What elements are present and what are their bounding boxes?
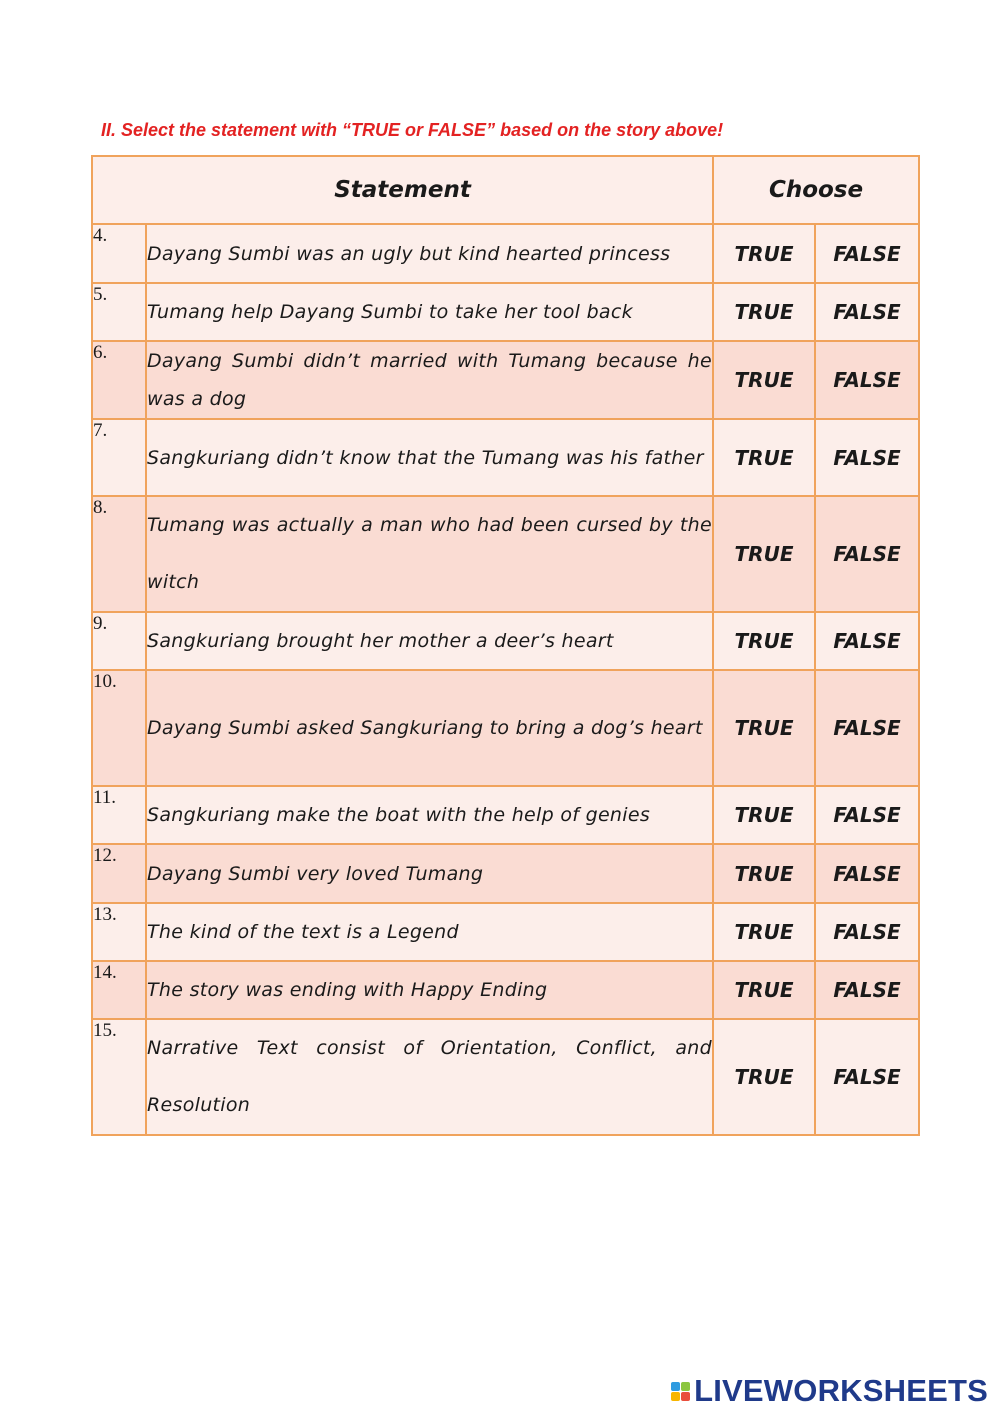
- false-option[interactable]: FALSE: [815, 341, 919, 419]
- statement-text: Sangkuriang brought her mother a deer’s heart: [146, 612, 713, 670]
- logo-square-blue: [671, 1382, 680, 1391]
- false-option[interactable]: FALSE: [815, 224, 919, 283]
- brand-text: LIVEWORKSHEETS: [694, 1373, 988, 1408]
- statement-text: The story was ending with Happy Ending: [146, 961, 713, 1019]
- false-option[interactable]: FALSE: [815, 419, 919, 496]
- table-row: [92, 961, 919, 1019]
- row-number: 9.: [92, 612, 146, 670]
- liveworksheets-logo-icon: [671, 1382, 690, 1401]
- statement-text: Sangkuriang didn’t know that the Tumang was his father: [146, 419, 713, 496]
- statement-text: The kind of the text is a Legend: [146, 903, 713, 961]
- statement-text: Tumang was actually a man who had been cursed by the witch: [146, 496, 713, 612]
- true-false-table: [91, 155, 920, 1136]
- true-option[interactable]: TRUE: [713, 224, 815, 283]
- header-choose: Choose: [713, 156, 919, 224]
- row-number: 7.: [92, 419, 146, 496]
- statement-text: Dayang Sumbi very loved Tumang: [146, 844, 713, 903]
- table-row: [92, 670, 919, 786]
- false-option[interactable]: FALSE: [815, 844, 919, 903]
- statement-text: Tumang help Dayang Sumbi to take her tool back: [146, 283, 713, 341]
- row-number: 5.: [92, 283, 146, 341]
- false-option[interactable]: FALSE: [815, 961, 919, 1019]
- logo-square-red: [681, 1392, 690, 1401]
- true-option[interactable]: TRUE: [713, 496, 815, 612]
- row-number: 15.: [92, 1019, 146, 1135]
- true-option[interactable]: TRUE: [713, 903, 815, 961]
- statement-text: Dayang Sumbi was an ugly but kind hearted princess: [146, 224, 713, 283]
- true-option[interactable]: TRUE: [713, 844, 815, 903]
- statement-text: Dayang Sumbi didn’t married with Tumang because he was a dog: [146, 341, 713, 419]
- table-row: [92, 844, 919, 903]
- row-number: 4.: [92, 224, 146, 283]
- true-option[interactable]: TRUE: [713, 1019, 815, 1135]
- false-option[interactable]: FALSE: [815, 612, 919, 670]
- false-option[interactable]: FALSE: [815, 1019, 919, 1135]
- false-option[interactable]: FALSE: [815, 903, 919, 961]
- row-number: 11.: [92, 786, 146, 844]
- logo-square-yellow: [671, 1392, 680, 1401]
- true-option[interactable]: TRUE: [713, 786, 815, 844]
- table-row: [92, 1019, 919, 1135]
- row-number: 8.: [92, 496, 146, 612]
- true-option[interactable]: TRUE: [713, 341, 815, 419]
- statement-text: Dayang Sumbi asked Sangkuriang to bring a dog’s heart: [146, 670, 713, 786]
- table-row: [92, 419, 919, 496]
- false-option[interactable]: FALSE: [815, 786, 919, 844]
- true-option[interactable]: TRUE: [713, 283, 815, 341]
- row-number: 12.: [92, 844, 146, 903]
- table-row: [92, 903, 919, 961]
- table-row: [92, 341, 919, 419]
- false-option[interactable]: FALSE: [815, 283, 919, 341]
- liveworksheets-brand: [671, 1373, 988, 1409]
- true-option[interactable]: TRUE: [713, 961, 815, 1019]
- true-option[interactable]: TRUE: [713, 612, 815, 670]
- row-number: 6.: [92, 341, 146, 419]
- false-option[interactable]: FALSE: [815, 670, 919, 786]
- row-number: 14.: [92, 961, 146, 1019]
- row-number: 10.: [92, 670, 146, 786]
- table-row: [92, 612, 919, 670]
- table-header-row: [92, 156, 919, 224]
- false-option[interactable]: FALSE: [815, 496, 919, 612]
- logo-square-green: [681, 1382, 690, 1391]
- table-row: [92, 283, 919, 341]
- true-option[interactable]: TRUE: [713, 670, 815, 786]
- table-row: [92, 786, 919, 844]
- table-row: [92, 496, 919, 612]
- true-option[interactable]: TRUE: [713, 419, 815, 496]
- instruction-text: II. Select the statement with “TRUE or FALSE” based on the story above!: [101, 120, 724, 140]
- statement-text: Sangkuriang make the boat with the help of genies: [146, 786, 713, 844]
- row-number: 13.: [92, 903, 146, 961]
- statement-text: Narrative Text consist of Orientation, Conflict, and Resolution: [146, 1019, 713, 1135]
- table-row: [92, 224, 919, 283]
- header-statement: Statement: [92, 156, 713, 224]
